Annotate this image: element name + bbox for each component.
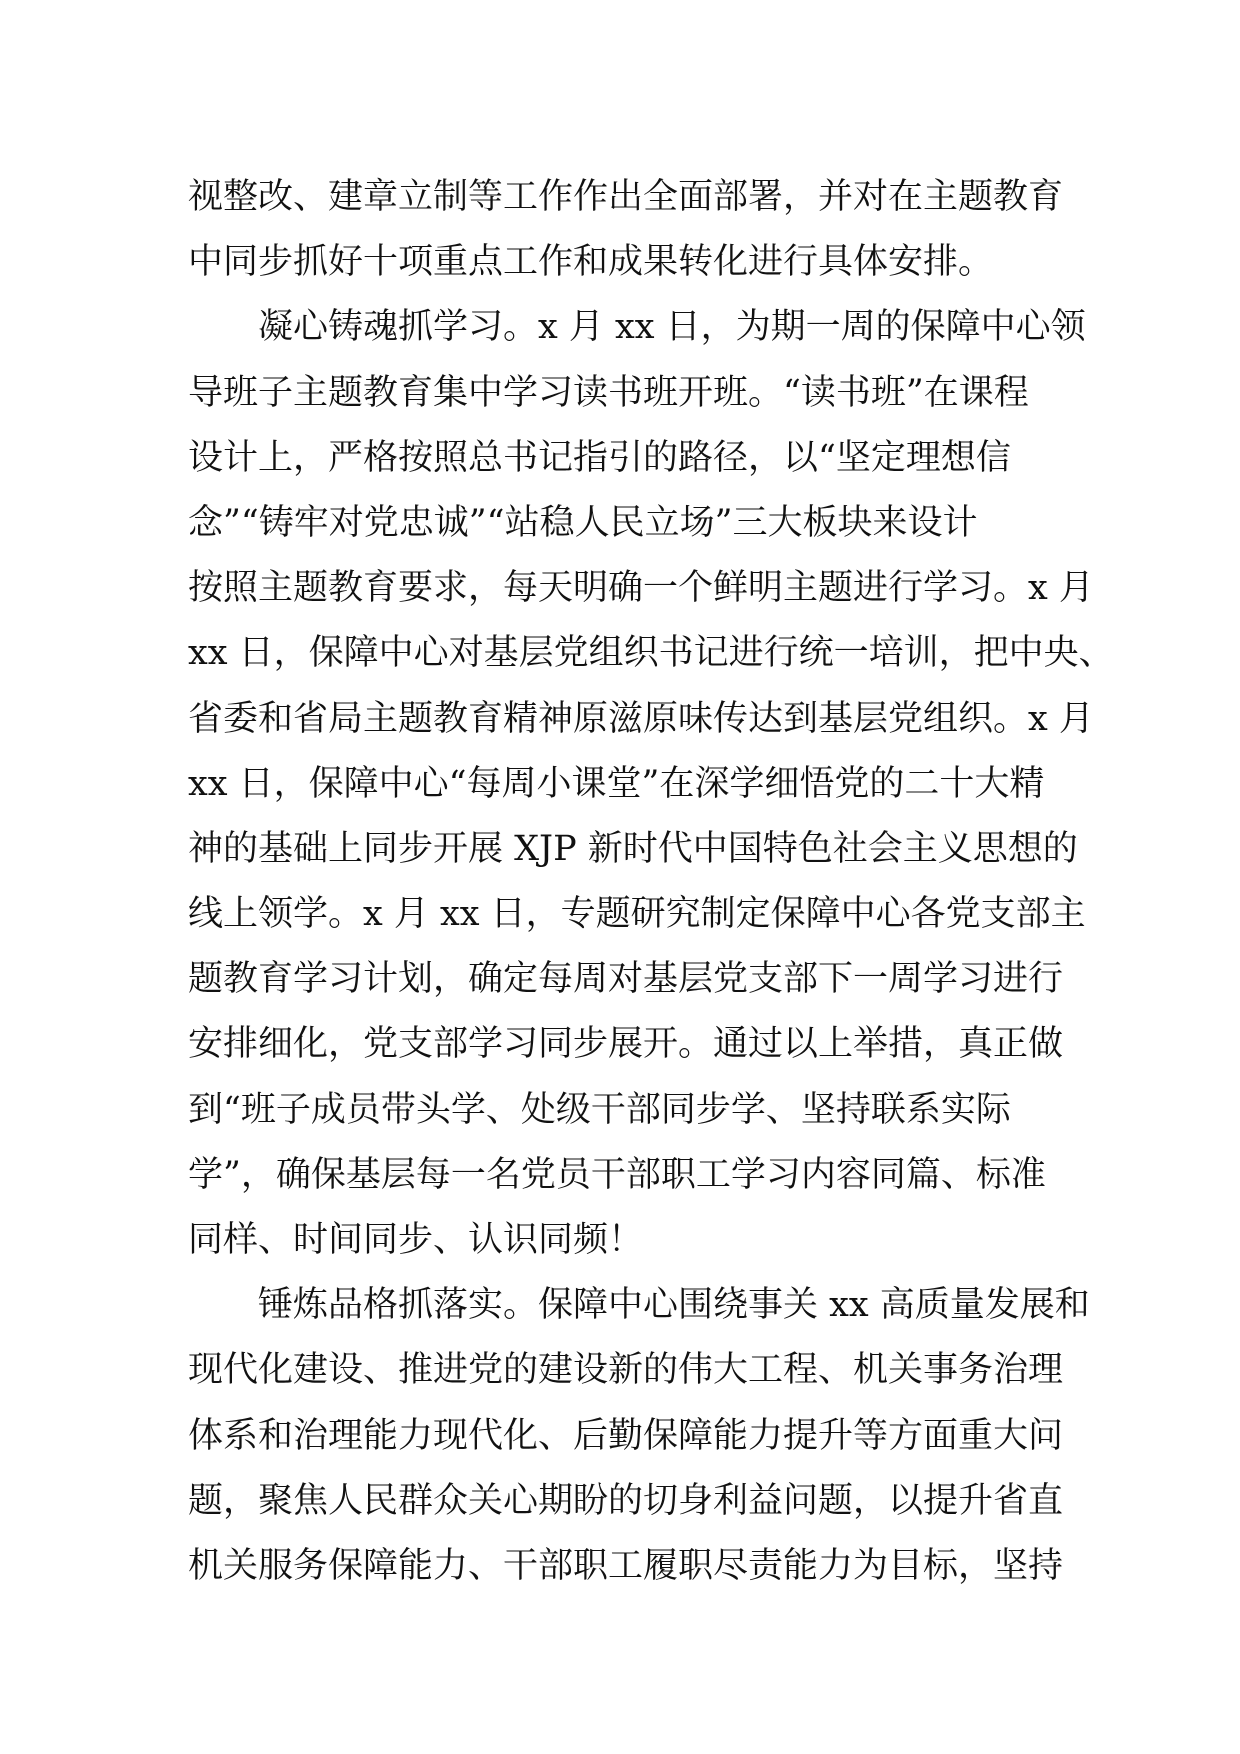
text-line: 设计上，严格按照总书记指引的路径，以“坚定理想信: [188, 437, 1011, 478]
text-line: 按照主题教育要求，每天明确一个鲜明主题进行学习。x 月: [188, 568, 1094, 609]
text-line: 念”“铸牢对党忠诚”“站稳人民立场”三大板块来设计: [188, 502, 978, 543]
body-text: [188, 165, 1114, 1599]
text-line: 体系和治理能力现代化、后勤保障能力提升等方面重大问: [188, 1415, 1064, 1456]
text-line: 同样、时间同步、认识同频！: [188, 1220, 644, 1260]
text-line: 题教育学习计划，确定每周对基层党支部下一周学习进行: [188, 959, 1064, 1000]
text-line: 到“班子成员带头学、处级干部同步学、坚持联系实际: [188, 1089, 1011, 1130]
text-line: 线上领学。x 月 xx 日，专题研究制定保障中心各党支部主: [188, 894, 1086, 935]
text-line: 视整改、建章立制等工作作出全面部署，并对在主题教育: [188, 177, 1064, 217]
paragraph-start-line: 凝心铸魂抓学习。x 月 xx 日，为期一周的保障中心领: [258, 307, 1086, 348]
text-line: 学”，确保基层每一名党员干部职工学习内容同篇、标准: [188, 1154, 1046, 1195]
text-line: 机关服务保障能力、干部职工履职尽责能力为目标，坚持: [188, 1545, 1064, 1586]
text-line: 题，聚焦人民群众关心期盼的切身利益问题，以提升省直: [188, 1480, 1064, 1521]
paragraph-start-line: 锤炼品格抓落实。保障中心围绕事关 xx 高质量发展和: [258, 1285, 1090, 1326]
text-line: 安排细化，党支部学习同步展开。通过以上举措，真正做: [188, 1024, 1064, 1065]
text-line: 导班子主题教育集中学习读书班开班。“读书班”在课程: [188, 372, 1029, 413]
text-line: xx 日，保障中心对基层党组织书记进行统一培训，把中央、: [188, 633, 1114, 674]
text-line: 中同步抓好十项重点工作和成果转化进行具体安排。: [188, 242, 994, 283]
text-line: xx 日，保障中心“每周小课堂”在深学细悟党的二十大精: [188, 763, 1045, 804]
text-line: 现代化建设、推进党的建设新的伟大工程、机关事务治理: [188, 1350, 1064, 1391]
text-line: 省委和省局主题教育精神原滋原味传达到基层党组织。x 月: [188, 698, 1094, 739]
text-line: 神的基础上同步开展 XJP 新时代中国特色社会主义思想的: [188, 828, 1078, 869]
